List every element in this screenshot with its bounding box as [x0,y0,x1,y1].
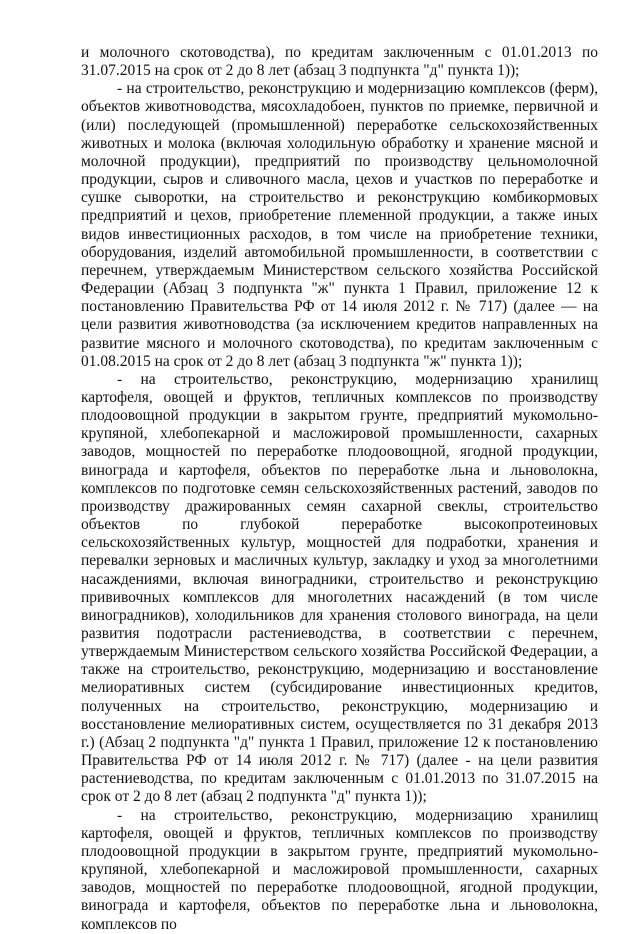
paragraph-1: и молочного скотоводства), по кредитам заключенным с 01.01.2013 по 31.07.2015 на срок от 2 до 8 лет (абзац 3 подпункта "д" пункта 1)); [81,44,598,80]
paragraph-3: - на строительство, реконструкцию, модернизацию хранилищ картофеля, овощей и фруктов, тепличных комплексов по производству плодоовощной продукции в закрытом грунте, предприятий мукомольно-крупяной, хлебопекарной и масложировой промышленности, сахарных заводов, мощностей по переработке плодоовощной, ягодной продукции, винограда и картофеля, объектов по переработке льна и льноволокна, комплексов по подготовке семян сельскохозяйственных растений, заводов по производству дражированных семян сахарной свеклы, строительство объектов по глубокой переработке высокопротеиновых сельскохозяйственных культур, мощностей для подработки, хранения и перевалки зерновых и масличных культур, закладку и уход за многолетними насаждениями, включая виноградники, строительство и реконструкцию прививочных комплексов для многолетних насаждений (в том числе виноградников), холодильников для хранения столового винограда, на цели развития подотрасли растениеводства, в соответствии с перечнем, утверждаемым Министерством сельского хозяйства Российской Федерации, а также на строительство, реконструкцию, модернизацию и восстановление мелиоративных систем (субсидирование инвестиционных кредитов, полученных на строительство, реконструкцию, модернизацию и восстановление мелиоративных систем, осуществляется по 31 декабря 2013 г.) (Абзац 2 подпункта "д" пункта 1 Правил, приложение 12 к постановлению Правительства РФ от 14 июля 2012 г. № 717) (далее - на цели развития растениеводства, по кредитам заключенным с 01.01.2013 по 31.07.2015 на срок от 2 до 8 лет (абзац 2 подпункта "д" пункта 1)); [81,370,598,806]
paragraph-2: - на строительство, реконструкцию и модернизацию комплексов (ферм), объектов животноводства, мясохладобоен, пунктов по приемке, первичной и (или) последующей (промышленной) переработке сельскохозяйственных животных и молока (включая холодильную обработку и хранение мясной и молочной продукции), предприятий по производству цельномолочной продукции, сыров и сливочного масла, цехов и участков по переработке и сушке сыворотки, на строительство и реконструкцию комбикормовых предприятий и цехов, приобретение племенной продукции, а также иных видов инвестиционных расходов, в том числе на приобретение техники, оборудования, изделий автомобильной промышленности, в соответствии с перечнем, утверждаемым Министерством сельского хозяйства Российской Федерации (Абзац 3 подпункта "ж" пункта 1 Правил, приложение 12 к постановлению Правительства РФ от 14 июля 2012 г. № 717) (далее — на цели развития животноводства (за исключением кредитов направленных на развитие мясного и молочного скотоводства), по кредитам заключенным с 01.08.2015 на срок от 2 до 8 лет (абзац 3 подпункта "ж" пункта 1)); [81,80,598,370]
paragraph-4: - на строительство, реконструкцию, модернизацию хранилищ картофеля, овощей и фруктов, тепличных комплексов по производству плодоовощной продукции в закрытом грунте, предприятий мукомольно-крупяной, хлебопекарной и масложировой промышленности, сахарных заводов, мощностей по переработке плодоовощной, ягодной продукции, винограда и картофеля, объектов по переработке льна и льноволокна, комплексов по [81,806,598,933]
document-page [81,44,598,934]
